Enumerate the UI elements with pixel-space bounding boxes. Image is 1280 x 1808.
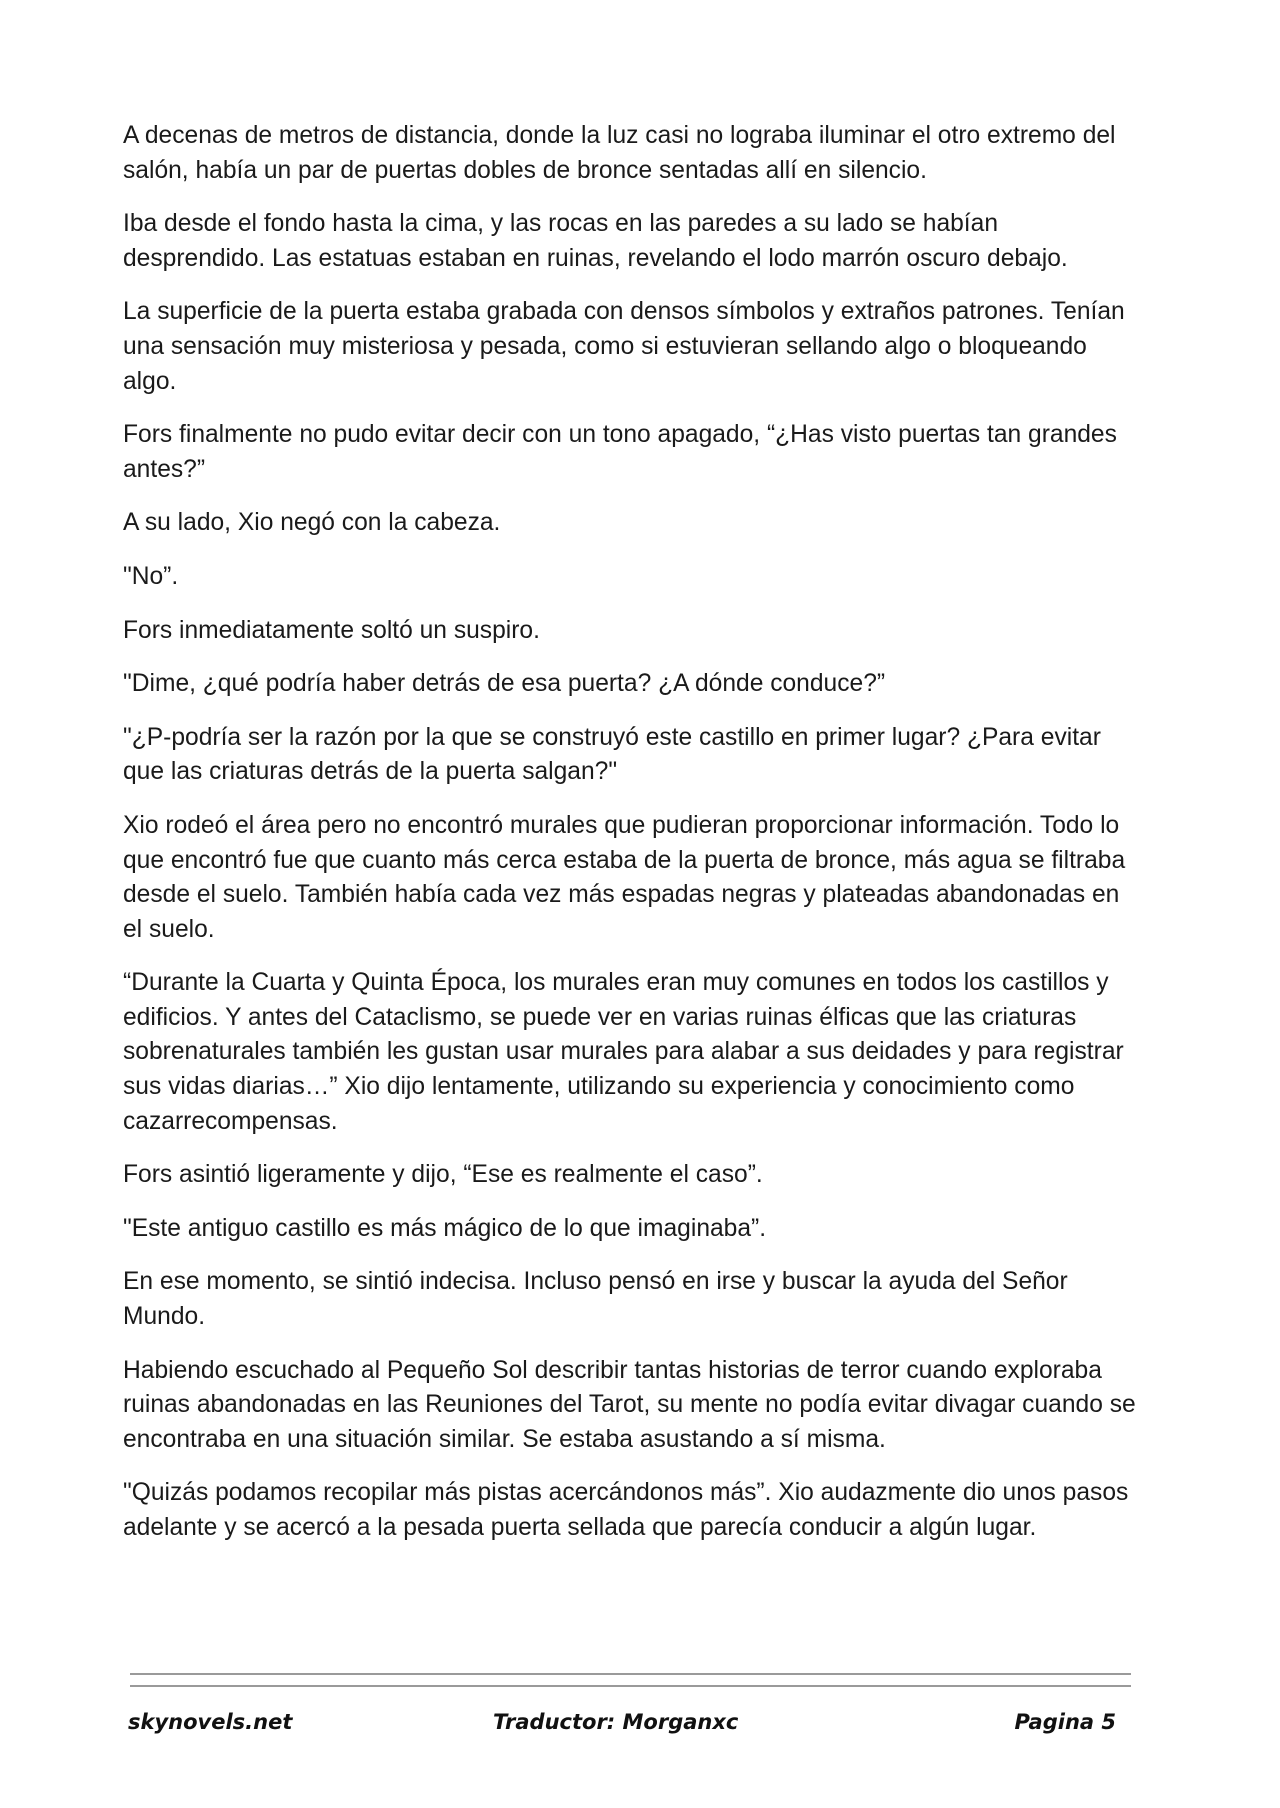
footer-translator: Traductor: Morganxc	[493, 1710, 739, 1734]
paragraph: Fors inmediatamente soltó un suspiro.	[123, 616, 540, 644]
paragraph: La superficie de la puerta estaba grabada con densos símbolos y extraños patrones. Tenían una sensación muy misteriosa y pesada, como si estuvieran sellando algo o bloqueando algo.	[123, 298, 1125, 395]
divider-line	[130, 1685, 1131, 1687]
paragraph: "No”.	[123, 562, 179, 590]
paragraph: "Dime, ¿qué podría haber detrás de esa puerta? ¿A dónde conduce?”	[123, 670, 886, 698]
chapter-text	[123, 119, 1143, 1565]
paragraph: A su lado, Xio negó con la cabeza.	[123, 509, 501, 537]
paragraph: A decenas de metros de distancia, donde la luz casi no lograba iluminar el otro extremo del salón, había un par de puertas dobles de bronce sentadas allí en silencio.	[123, 122, 1116, 184]
page-footer	[128, 1710, 1116, 1750]
footer-divider	[130, 1673, 1131, 1687]
paragraph: En ese momento, se sintió indecisa. Incluso pensó en irse y buscar la ayuda del Señor Mundo.	[123, 1268, 1068, 1331]
paragraph: “Durante la Cuarta y Quinta Época, los murales eran muy comunes en todos los castillos y edificios. Y antes del Cataclismo, se puede ver en varias ruinas élficas que las criaturas sobrenaturales también les gustan usar murales para alabar a sus deidades y para registrar sus vidas diarias…” Xio dijo lentamente, utilizando su experiencia y conocimiento como cazarrecompensas.	[123, 969, 1124, 1135]
paragraph: "Este antiguo castillo es más mágico de lo que imaginaba”.	[123, 1214, 767, 1242]
paragraph: Fors asintió ligeramente y dijo, “Ese es realmente el caso”.	[123, 1161, 763, 1189]
paragraph: "Quizás podamos recopilar más pistas acercándonos más”. Xio audazmente dio unos pasos adelante y se acercó a la pesada puerta sellada que parecía conducir a algún lugar.	[123, 1479, 1129, 1541]
footer-site: skynovels.net	[128, 1710, 293, 1734]
paragraph: Xio rodeó el área pero no encontró murales que pudieran proporcionar información. Todo lo que encontró fue que cuanto más cerca estaba de la puerta de bronce, más agua se filtraba desde el suelo. También había cada vez más espadas negras y plateadas abandonadas en el suelo.	[123, 811, 1126, 943]
paragraph: Iba desde el fondo hasta la cima, y las rocas en las paredes a su lado se habían desprendido. Las estatuas estaban en ruinas, revelando el lodo marrón oscuro debajo.	[123, 210, 1068, 272]
paragraph: Habiendo escuchado al Pequeño Sol describir tantas historias de terror cuando exploraba ruinas abandonadas en las Reuniones del Tarot, su mente no podía evitar divagar cuando se encontraba en una situación similar. Se estaba asustando a sí misma.	[123, 1356, 1136, 1453]
footer-page-number: Pagina 5	[1014, 1710, 1116, 1734]
paragraph: Fors finalmente no pudo evitar decir con un tono apagado, “¿Has visto puertas tan grandes antes?”	[123, 421, 1117, 483]
paragraph: "¿P-podría ser la razón por la que se construyó este castillo en primer lugar? ¿Para evitar que las criaturas detrás de la puerta salgan?"	[123, 723, 1101, 786]
